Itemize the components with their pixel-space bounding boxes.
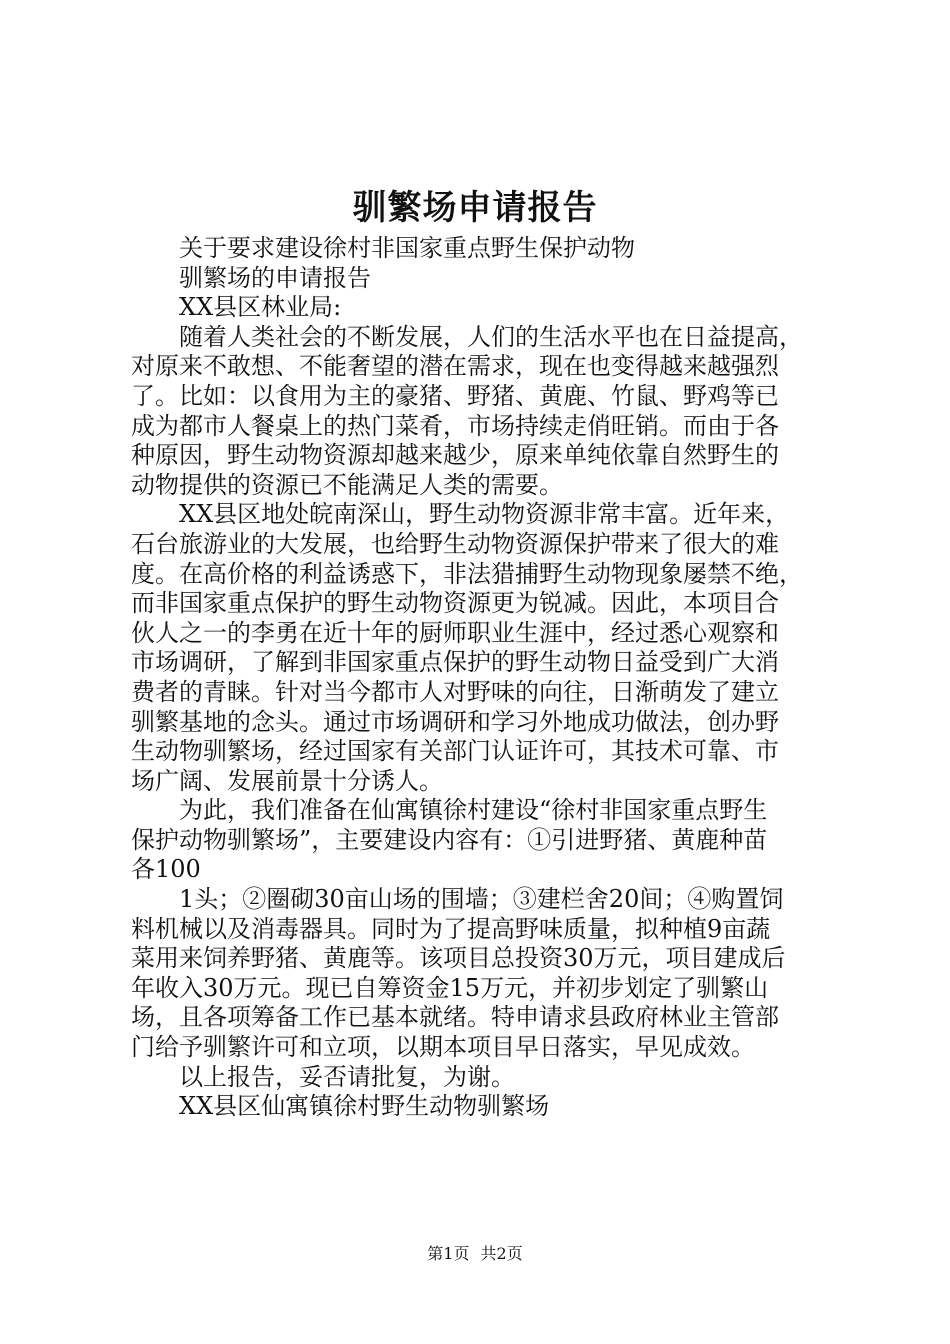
body-line: 市场调研，了解到非国家重点保护的野生动物日益受到广大消 [131,648,779,677]
page-footer [0,1244,950,1264]
body-line: 成为都市人餐桌上的热门菜肴，市场持续走俏旺销。而由于各 [131,411,779,440]
body-line: 年收入30万元。现已自筹资金15万元，并初步划定了驯繁山 [131,973,769,1002]
body-line: 动物提供的资源已不能满足人类的需要。 [131,470,563,499]
body-line: 对原来不敢想、不能奢望的潜在需求，现在也变得越来越强烈 [131,352,779,381]
body-line: 为此，我们准备在仙寓镇徐村建设“徐村非国家重点野生 [179,796,768,825]
body-line: 而非国家重点保护的野生动物资源更为锐减。因此，本项目合 [131,589,779,618]
body-line: 随着人类社会的不断发展，人们的生活水平也在日益提高， [179,322,803,351]
body-line: XX县区地处皖南深山，野生动物资源非常丰富。近年来， [179,500,790,529]
body-line: 驯繁基地的念头。通过市场调研和学习外地成功做法，创办野 [131,707,779,736]
body-line: 门给予驯繁许可和立项，以期本项目早日落实，早见成效。 [131,1033,755,1062]
body-line: 驯繁场的申请报告 [179,263,371,292]
body-line: 1头；②圈砌30亩山场的围墙；③建栏舍20间；④购置饲 [179,885,784,914]
body-line: 各100 [131,855,201,884]
body-line: 生动物驯繁场，经过国家有关部门认证许可，其技术可靠、市 [131,737,779,766]
body-line: 菜用来饲养野猪、黄鹿等。该项目总投资30万元，项目建成后 [131,944,786,973]
page-total: 共2页 [480,1244,523,1263]
body-line: XX县区仙寓镇徐村野生动物驯繁场 [179,1092,550,1121]
body-line: 石台旅游业的大发展，也给野生动物资源保护带来了很大的难 [131,529,779,558]
page-number: 第1页 [427,1244,470,1263]
body-line: 种原因，野生动物资源却越来越少，原来单纯依靠自然野生的 [131,441,779,470]
body-line: 了。比如：以食用为主的豪猪、野猪、黄鹿、竹鼠、野鸡等已 [131,381,779,410]
body-line: 度。在高价格的利益诱惑下，非法猎捕野生动物现象屡禁不绝， [131,559,803,588]
body-line: 料机械以及消毒器具。同时为了提高野味质量，拟种植9亩蔬 [131,914,771,943]
body-line: 费者的青睐。针对当今都市人对野味的向往，日渐萌发了建立 [131,677,779,706]
body-line: XX县区林业局: [179,293,342,322]
body-line: 场广阔、发展前景十分诱人。 [131,766,443,795]
document-title: 驯繁场申请报告 [352,188,598,228]
body-line: 伙人之一的李勇在近十年的厨师职业生涯中，经过悉心观察和 [131,618,779,647]
body-line: 关于要求建设徐村非国家重点野生保护动物 [179,234,635,262]
body-line: 保护动物驯繁场”，主要建设内容有：①引进野猪、黄鹿种苗 [131,825,768,854]
body-line: 以上报告，妥否请批复，为谢。 [179,1062,515,1091]
document-body [131,234,843,1122]
body-line: 场，且各项筹备工作已基本就绪。特申请求县政府林业主管部 [131,1003,779,1032]
